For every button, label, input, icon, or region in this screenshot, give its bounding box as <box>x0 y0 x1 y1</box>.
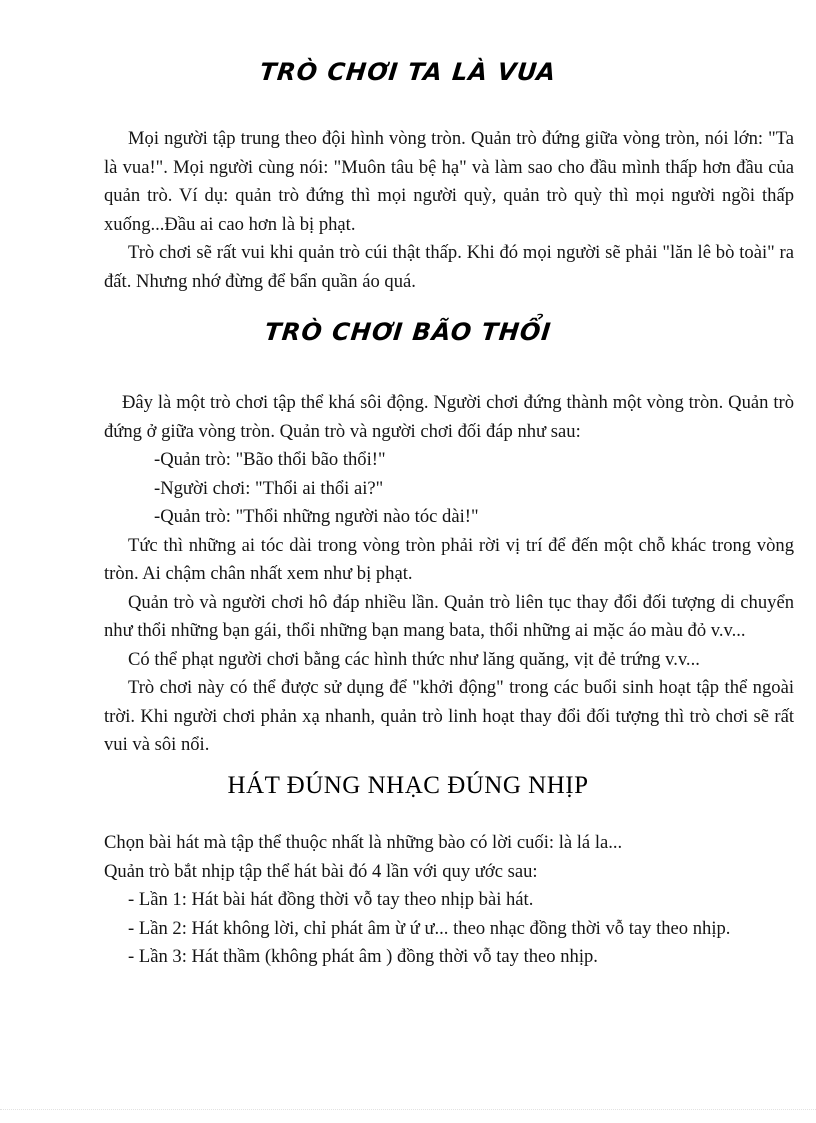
section-body-bao-thoi <box>104 389 794 760</box>
section-body-hat-dung-nhac <box>104 829 794 972</box>
paragraph: Đây là một trò chơi tập thể khá sôi động. Người chơi đứng thành một vòng tròn. Quản trò đứng ở giữa vòng tròn. Quản trò và người chơi đối đáp như sau: <box>104 392 794 442</box>
paragraph: Trò chơi sẽ rất vui khi quản trò cúi thật thấp. Khi đó mọi người sẽ phải "lăn lê bò toài" ra đất. Nhưng nhớ đừng để bẩn quần áo quá. <box>104 242 794 292</box>
section-title-hat-dung-nhac: HÁT ĐÚNG NHẠC ĐÚNG NHỊP <box>227 772 589 799</box>
paragraph: Tức thì những ai tóc dài trong vòng tròn phải rời vị trí để đến một chỗ khác trong vòng tròn. Ai chậm chân nhất xem như bị phạt. <box>104 534 794 584</box>
dialogue-line: -Quản trò: "Thổi những người nào tóc dài!" <box>154 506 479 527</box>
section-title-ta-la-vua: TRÒ CHƠI TA LÀ VUA <box>258 58 558 86</box>
paragraph: Quản trò và người chơi hô đáp nhiều lần. Quản trò liên tục thay đổi đối tượng di chuyển như thổi những bạn gái, thổi những bạn mang bata, thổi những ai mặc áo màu đỏ v.v... <box>104 591 794 641</box>
section-title-bao-thoi: TRÒ CHƠI BÃO THỔI <box>263 318 553 346</box>
list-item: - Lần 3: Hát thầm (không phát âm ) đồng thời vỗ tay theo nhịp. <box>128 946 598 967</box>
page-bottom-divider <box>0 1109 816 1110</box>
paragraph: Chọn bài hát mà tập thể thuộc nhất là những bào có lời cuối: là lá la... <box>104 832 623 853</box>
dialogue-line: -Quản trò: "Bão thổi bão thổi!" <box>154 449 386 470</box>
section-body-ta-la-vua <box>104 125 794 296</box>
paragraph: Mọi người tập trung theo đội hình vòng tròn. Quản trò đứng giữa vòng tròn, nói lớn: "Ta là vua!". Mọi người cùng nói: "Muôn tâu bệ hạ" và làm sao cho đầu mình thấp hơn đầu của quản trò. Ví dụ: quản trò đứng thì mọi người quỳ, quản trò quỳ thì mọi người ngồi thấp xuống...Đầu ai cao hơn là bị phạt. <box>104 128 794 235</box>
list-item: - Lần 2: Hát không lời, chỉ phát âm ừ ứ ư... theo nhạc đồng thời vỗ tay theo nhịp. <box>128 917 731 939</box>
list-item: - Lần 1: Hát bài hát đồng thời vỗ tay theo nhịp bài hát. <box>128 889 534 910</box>
dialogue-line: -Người chơi: "Thổi ai thổi ai?" <box>154 477 384 499</box>
paragraph: Có thể phạt người chơi bằng các hình thức như lăng quăng, vịt đẻ trứng v.v... <box>128 648 700 670</box>
paragraph: Quản trò bắt nhịp tập thể hát bài đó 4 lần với quy ước sau: <box>104 860 538 882</box>
paragraph: Trò chơi này có thể được sử dụng để "khởi động" trong các buổi sinh hoạt tập thể ngoài trời. Khi người chơi phản xạ nhanh, quản trò linh hoạt thay đổi đối tượng thì trò chơi sẽ rất vui và sôi nổi. <box>104 677 794 755</box>
